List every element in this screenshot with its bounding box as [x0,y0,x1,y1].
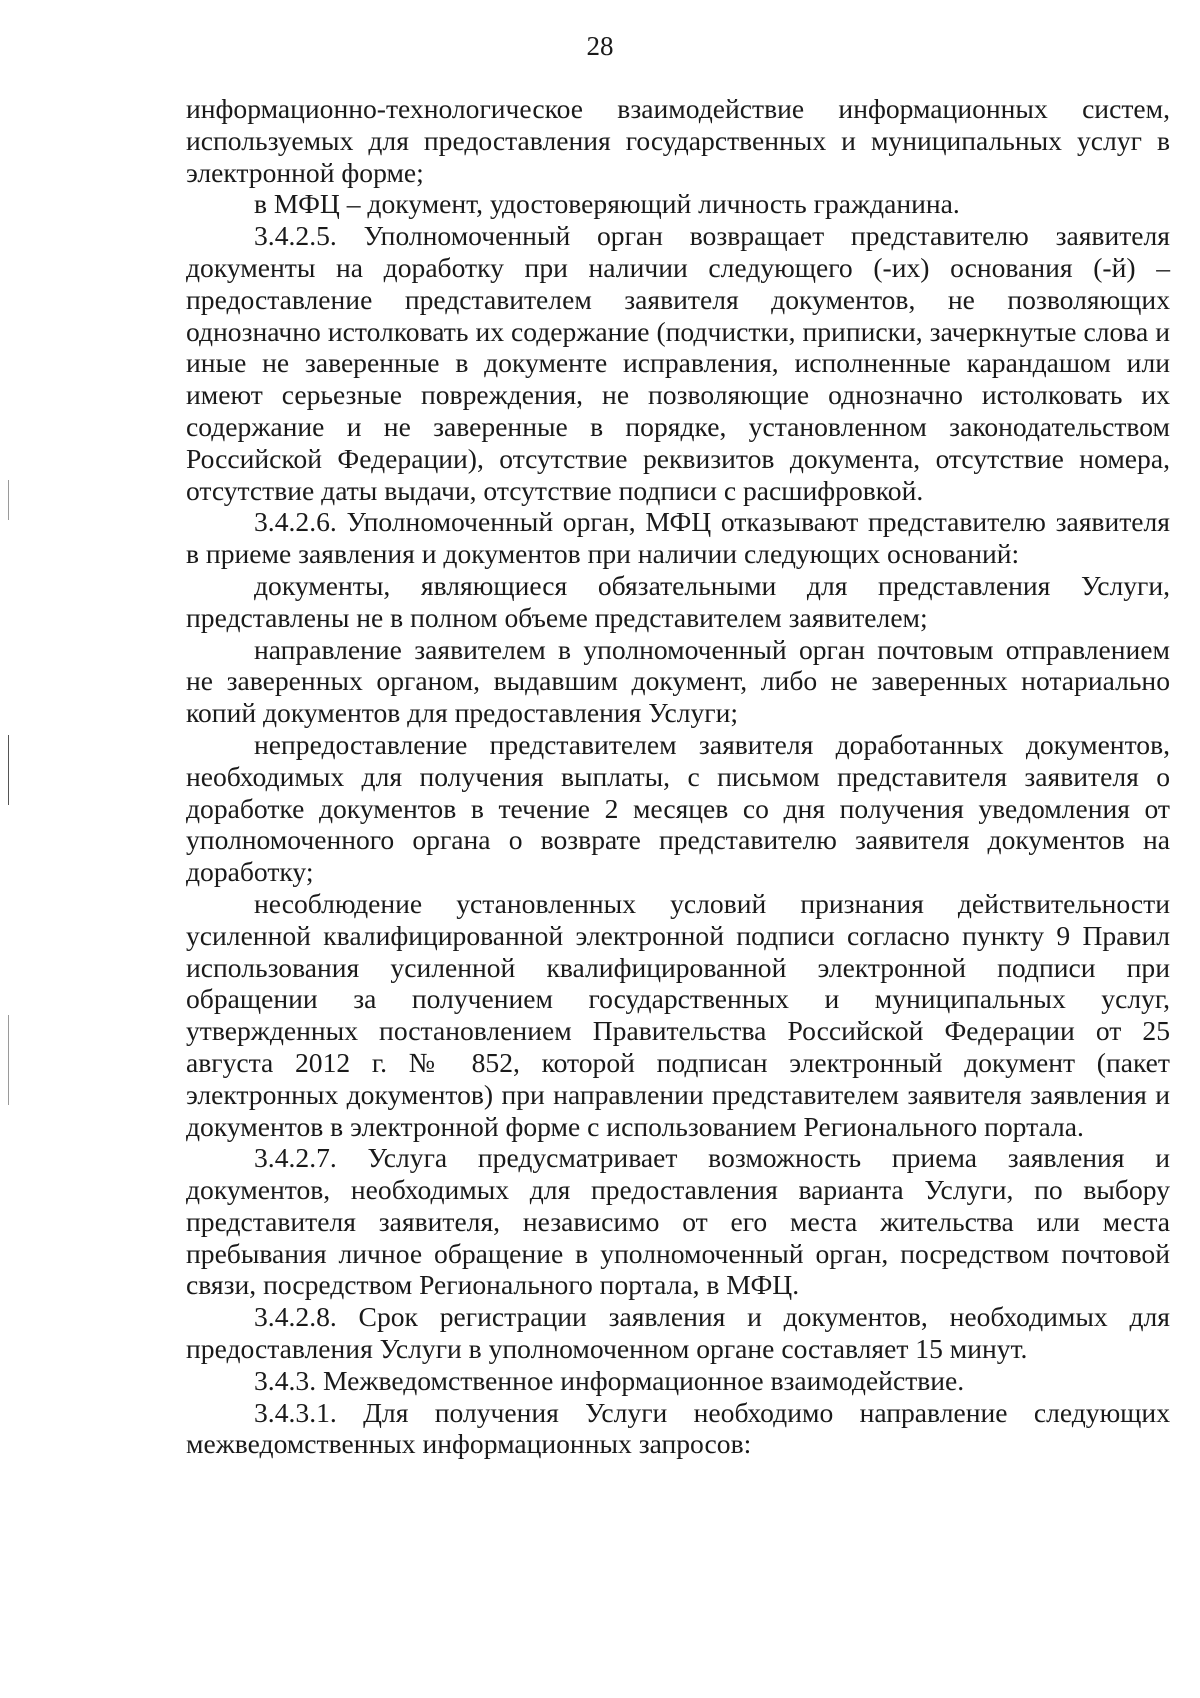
paragraph: в МФЦ – документ, удостоверяющий личность гражданина. [254,188,960,220]
paragraph: направление заявителем в уполномоченный орган почтовым отправлением не заверенных органом, выдавшим документ, либо не заверенных нотариально копий документов для предоставления Услуги; [186,633,1170,729]
page-number: 28 [586,31,614,61]
paragraph: 3.4.3.1. Для получения Услуги необходимо направление следующих межведомственных информационных запросов: [186,1396,1170,1460]
paragraph: документы, являющиеся обязательными для представления Услуги, представлены не в полном объеме представителем заявителем; [186,569,1170,633]
scan-margin-mark [8,1015,9,1105]
document-body [186,93,1170,1460]
scan-margin-mark [8,480,9,520]
paragraph: 3.4.2.6. Уполномоченный орган, МФЦ отказывают представителю заявителя в приеме заявления и документов при наличии следующих оснований: [186,506,1170,570]
paragraph: 3.4.3. Межведомственное информационное взаимодействие. [254,1364,965,1396]
paragraph: непредоставление представителем заявителя доработанных документов, необходимых для получения выплаты, с письмом представителя заявителя о доработке документов в течение 2 месяцев со дня получения уведомления от уполномоченного органа о возврате представителю заявителя документов на доработку; [186,728,1170,888]
paragraph: 3.4.2.7. Услуга предусматривает возможность приема заявления и документов, необходимых для предоставления варианта Услуги, по выбору представителя заявителя, независимо от его места жительства или места пребывания личное обращение в уполномоченный орган, посредством почтовой связи, посредством Регионального портала, в МФЦ. [186,1142,1170,1301]
scan-margin-mark [8,735,9,805]
paragraph: информационно-технологическое взаимодействие информационных систем, используемых для предоставления государственных и муниципальных услуг в электронной форме; [186,93,1170,188]
paragraph: 3.4.2.8. Срок регистрации заявления и документов, необходимых для предоставления Услуги в уполномоченном органе составляет 15 минут. [186,1301,1170,1365]
paragraph: 3.4.2.5. Уполномоченный орган возвращает представителю заявителя документы на доработку при наличии следующего (-их) основания (-й) – предоставление представителем заявителя документов, не позволяющих однозначно истолковать их содержание (подчистки, приписки, зачеркнутые слова и иные не заверенные в документе исправления, исполненные карандашом или имеют серьезные повреждения, не позволяющие однозначно истолковать их содержание и не заверенные в порядке, установленном законодательством Российской Федерации), отсутствие реквизитов документа, отсутствие номера, отсутствие даты выдачи, отсутствие подписи с расшифровкой. [186,220,1170,506]
paragraph: несоблюдение установленных условий признания действительности усиленной квалифицированной электронной подписи согласно пункту 9 Правил использования усиленной квалифицированной электронной подписи при обращении за получением государственных и муниципальных услуг, утвержденных постановлением Правительства Российской Федерации от 25 августа 2012 г. № 852, которой подписан электронный документ (пакет электронных документов) при направлении представителем заявителя заявления и документов в электронной форме с использованием Регионального портала. [186,887,1170,1142]
